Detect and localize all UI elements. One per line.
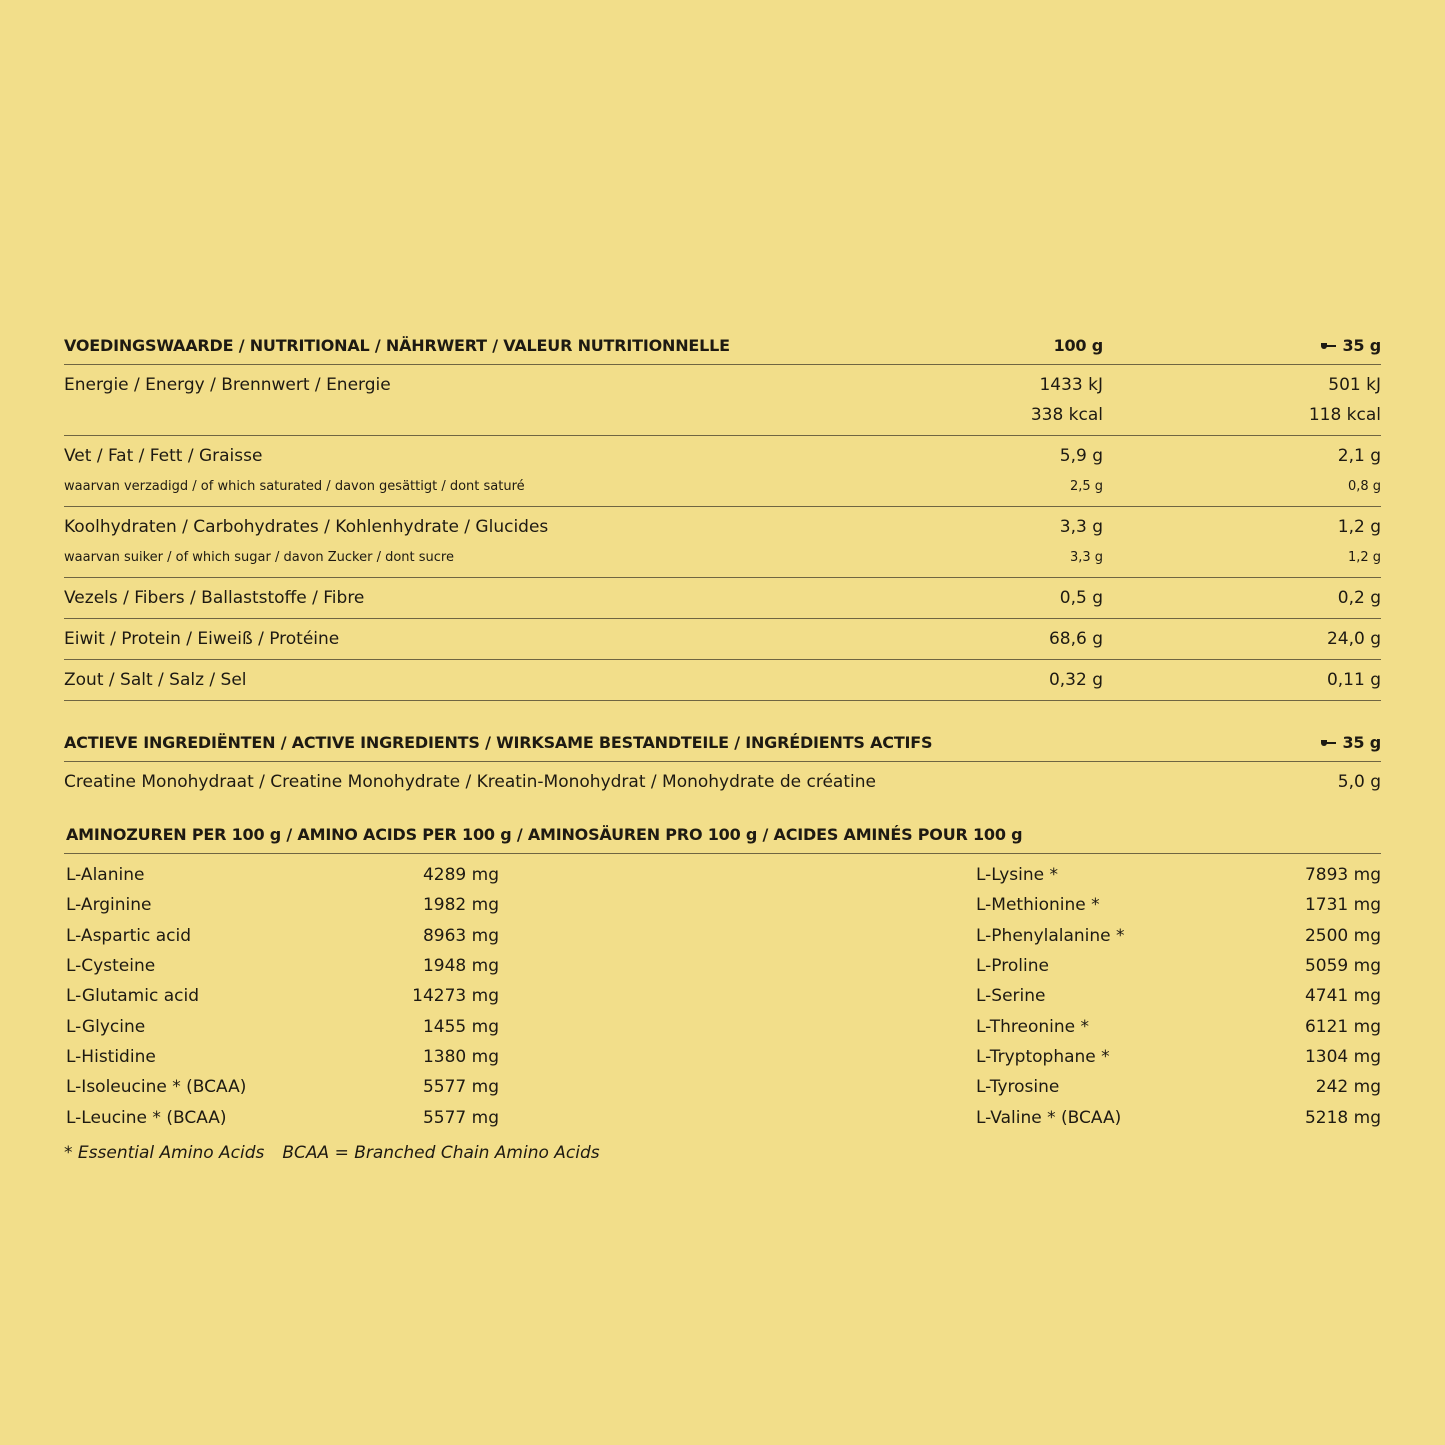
protein-label: Eiwit / Protein / Eiweiß / Protéine (64, 629, 340, 649)
fiber-serving: 0,2 g (1337, 588, 1381, 608)
amino-row (66, 1072, 499, 1102)
energy-label: Energie / Energy / Brennwert / Energie (64, 375, 391, 395)
fat-row (64, 444, 1381, 468)
sugar-100: 3,3 g (1069, 549, 1103, 565)
amino-name: L-Alanine (66, 865, 145, 886)
amino-value: 4741 mg (1304, 986, 1381, 1007)
amino-row (976, 1011, 1381, 1041)
amino-left-column (64, 860, 499, 1133)
amino-value: 242 mg (1315, 1077, 1381, 1098)
fiber-100: 0,5 g (1059, 588, 1103, 608)
saturated-100: 2,5 g (1069, 478, 1103, 494)
footnote (64, 1143, 1381, 1163)
amino-value: 7893 mg (1304, 865, 1381, 886)
sugar-row (64, 545, 1381, 569)
amino-value: 4289 mg (422, 865, 499, 886)
nutrition-panel (64, 326, 1381, 1163)
amino-name: L-Tyrosine (976, 1077, 1060, 1098)
amino-row (66, 1042, 499, 1072)
amino-row (976, 1042, 1381, 1072)
carbs-label: Koolhydraten / Carbohydrates / Kohlenhydrate / Glucides (64, 517, 549, 537)
fiber-label: Vezels / Fibers / Ballaststoffe / Fibre (64, 588, 365, 608)
amino-row (976, 1072, 1381, 1102)
amino-header-label: AMINOZUREN PER 100 g / AMINO ACIDS PER 100 g / AMINOSÄUREN PRO 100 g / ACIDES AMINÉS POUR 100 g (66, 824, 1023, 844)
saturated-row (64, 474, 1381, 498)
salt-row (64, 668, 1381, 692)
amino-value: 5059 mg (1304, 956, 1381, 977)
amino-name: L-Glutamic acid (66, 986, 199, 1007)
energy-kj-serving: 501 kJ (1328, 375, 1381, 395)
carbs-serving: 1,2 g (1337, 517, 1381, 537)
amino-name: L-Leucine * (BCAA) (66, 1107, 227, 1128)
active-header (64, 723, 1381, 762)
salt-group (64, 660, 1381, 701)
amino-value: 6121 mg (1304, 1016, 1381, 1037)
amino-value: 1948 mg (422, 956, 499, 977)
amino-value: 1380 mg (422, 1046, 499, 1067)
amino-name: L-Serine (976, 986, 1046, 1007)
active-ingredients-section (64, 723, 1381, 794)
carbs-row (64, 515, 1381, 539)
column-100g-header: 100 g (1053, 335, 1103, 355)
amino-row (66, 921, 499, 951)
amino-row (66, 1102, 499, 1132)
sugar-serving: 1,2 g (1347, 549, 1381, 565)
amino-row (976, 981, 1381, 1011)
salt-label: Zout / Salt / Salz / Sel (64, 670, 247, 690)
active-serving-header (1103, 733, 1381, 752)
amino-row (976, 921, 1381, 951)
energy-group (64, 365, 1381, 436)
amino-row (976, 1102, 1381, 1132)
amino-row (66, 860, 499, 890)
energy-kcal-serving: 118 kcal (1308, 405, 1381, 425)
fiber-row (64, 586, 1381, 610)
active-header-label: ACTIEVE INGREDIËNTEN / ACTIVE INGREDIENTS / WIRKSAME BESTANDTEILE / INGRÉDIENTS ACTIFS (64, 732, 933, 752)
amino-row (66, 951, 499, 981)
nutrition-header (64, 326, 1381, 365)
fat-label: Vet / Fat / Fett / Graisse (64, 446, 263, 466)
amino-row (976, 951, 1381, 981)
column-serving-label: 35 g (1342, 335, 1381, 355)
amino-row (66, 890, 499, 920)
amino-name: L-Cysteine (66, 956, 156, 977)
amino-name: L-Valine * (BCAA) (976, 1107, 1122, 1128)
amino-name: L-Arginine (66, 895, 152, 916)
amino-value: 1455 mg (422, 1016, 499, 1037)
amino-value: 1731 mg (1304, 895, 1381, 916)
saturated-label: waarvan verzadigd / of which saturated / davon gesättigt / dont saturé (64, 478, 525, 494)
protein-row (64, 627, 1381, 651)
salt-serving: 0,11 g (1326, 670, 1381, 690)
salt-100: 0,32 g (1048, 670, 1103, 690)
creatine-serving: 5,0 g (1337, 772, 1381, 792)
creatine-label: Creatine Monohydraat / Creatine Monohydrate / Kreatin-Monohydrat / Monohydrate de créatine (64, 772, 876, 792)
amino-name: L-Methionine * (976, 895, 1100, 916)
footnote-essential: * Essential Amino Acids (64, 1142, 265, 1163)
amino-row (66, 1011, 499, 1041)
nutrition-header-label: VOEDINGSWAARDE / NUTRITIONAL / NÄHRWERT / VALEUR NUTRITIONNELLE (64, 335, 730, 355)
amino-header (64, 815, 1381, 854)
amino-name: L-Isoleucine * (BCAA) (66, 1077, 247, 1098)
amino-row (66, 981, 499, 1011)
energy-kj-100: 1433 kJ (1039, 375, 1103, 395)
column-serving-header (1103, 336, 1381, 355)
protein-serving: 24,0 g (1326, 629, 1381, 649)
protein-100: 68,6 g (1048, 629, 1103, 649)
fat-serving: 2,1 g (1337, 446, 1381, 466)
scoop-icon (1321, 342, 1336, 350)
amino-right-column (976, 860, 1381, 1133)
fat-100: 5,9 g (1059, 446, 1103, 466)
amino-name: L-Proline (976, 956, 1049, 977)
amino-name: L-Histidine (66, 1046, 156, 1067)
sugar-label: waarvan suiker / of which sugar / davon Zucker / dont sucre (64, 549, 454, 565)
scoop-icon (1321, 739, 1336, 747)
fat-group (64, 436, 1381, 507)
amino-value: 1982 mg (422, 895, 499, 916)
amino-row (976, 890, 1381, 920)
amino-value: 5218 mg (1304, 1107, 1381, 1128)
amino-name: L-Tryptophane * (976, 1046, 1110, 1067)
amino-value: 2500 mg (1304, 925, 1381, 946)
carbs-100: 3,3 g (1059, 517, 1103, 537)
amino-value: 5577 mg (422, 1077, 499, 1098)
amino-name: L-Lysine * (976, 865, 1058, 886)
amino-list (64, 860, 1381, 1133)
energy-kcal-100: 338 kcal (1030, 405, 1103, 425)
amino-value: 8963 mg (422, 925, 499, 946)
amino-value: 5577 mg (422, 1107, 499, 1128)
amino-section (64, 815, 1381, 1163)
footnote-bcaa: BCAA = Branched Chain Amino Acids (282, 1142, 600, 1163)
amino-name: L-Phenylalanine * (976, 925, 1125, 946)
amino-row (976, 860, 1381, 890)
energy-row (64, 373, 1381, 397)
fiber-group (64, 578, 1381, 619)
amino-name: L-Glycine (66, 1016, 146, 1037)
protein-group (64, 619, 1381, 660)
active-serving-label: 35 g (1342, 732, 1381, 752)
saturated-serving: 0,8 g (1347, 478, 1381, 494)
creatine-row (64, 770, 1381, 794)
amino-name: L-Threonine * (976, 1016, 1090, 1037)
amino-value: 14273 mg (412, 986, 499, 1007)
energy-kcal-row (64, 403, 1381, 427)
carbs-group (64, 507, 1381, 578)
amino-name: L-Aspartic acid (66, 925, 192, 946)
amino-value: 1304 mg (1304, 1046, 1381, 1067)
